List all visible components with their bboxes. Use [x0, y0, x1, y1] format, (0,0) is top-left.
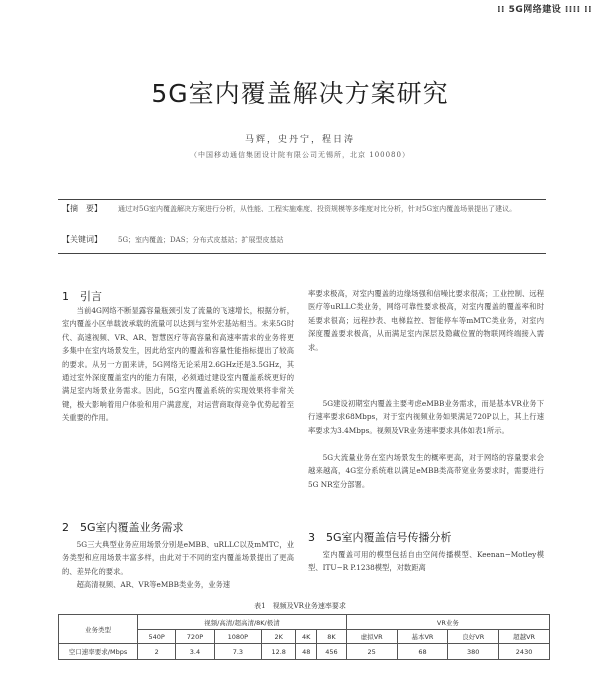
table-cell: 2 — [138, 644, 176, 660]
table-sub-header: 4K — [296, 630, 317, 644]
table-row-label: 空口速率要求/Mbps — [59, 644, 138, 660]
abstract-text: 通过对5G室内覆盖解决方案进行分析，从性能、工程实施难度、投资规模等多维度对比分析，针对5G室内覆盖场景提出了建议。 — [118, 205, 517, 213]
paper-affiliation: （中国移动通信集团设计院有限公司无锡所，北京 100080） — [190, 151, 410, 159]
section-tag-bars-right: ⁞⁞⁞⁞ ⁞⁞ — [561, 5, 592, 15]
journal-tag-text: 5G网络建设 — [508, 5, 562, 15]
section-1-continued: 率要求极高，对室内覆盖的边缘场强和信噪比要求很高；工业控制、远程医疗等uRLLC类业务，网络可靠性要求极高，对室内覆盖的覆盖率和时延要求很高；远程抄表、电梯监控、智能停车等mMTC类业务，对室内深度覆盖要求极高，从而满足室内深层及隐藏位置的物联网终端接入需求。 — [308, 289, 544, 352]
vr-requirement-paragraph: 5G建设初期室内覆盖主要考虑eMBB业务需求，而是基本VR业务下行速率要求68Mbps，对于室内视频业务如果满足720P以上，其上行速率要求为3.4Mbps。视频及VR业务速率要求具体如表1所示。 — [308, 399, 544, 435]
table-sub-header: 720P — [176, 630, 214, 644]
table-cell: 12.8 — [262, 644, 296, 660]
table-sub-header: 基本VR — [397, 630, 448, 644]
paper-authors: 马辉，史丹宁，程日涛 — [244, 135, 355, 145]
table-group-vr: VR业务 — [346, 615, 549, 630]
section-3-heading: 3 5G室内覆盖信号传播分析 — [308, 531, 452, 544]
table-cell: 25 — [346, 644, 397, 660]
table-sub-header: 2K — [262, 630, 296, 644]
table-sub-header: 8K — [317, 630, 347, 644]
table-sub-header: 1080P — [214, 630, 261, 644]
section-1-heading: 1 引言 — [62, 290, 102, 303]
section-2-body: 5G三大典型业务应用场景分别是eMBB、uRLLC以及mMTC，业务类型和应用场景丰富多样，由此对于不同的室内覆盖场景提出了更高的、差异化的要求。 — [62, 540, 294, 576]
table-group-video: 视频/高清/超高清/8K/极清 — [138, 615, 347, 630]
table-cell: 2430 — [499, 644, 550, 660]
table-row — [59, 644, 550, 660]
section-tag-bars-left: ⁞⁞ — [497, 5, 509, 15]
table-sub-header: 540P — [138, 630, 176, 644]
keywords-text: 5G；室内覆盖；DAS；分布式皮基站；扩展型皮基站 — [118, 236, 284, 244]
table-cell: 7.3 — [214, 644, 261, 660]
capacity-paragraph: 5G大流量业务在室内场景发生的概率更高，对于网络的容量要求会越来越高，4G室分系统难以满足eMBB类高带宽业务要求时，需要进行5G NR室分部署。 — [308, 453, 544, 489]
paper-title: 5G室内覆盖解决方案研究 — [151, 79, 449, 108]
table-sub-header: 超越VR — [499, 630, 550, 644]
section-2-heading: 2 5G室内覆盖业务需求 — [62, 521, 184, 534]
table-cell: 3.4 — [176, 644, 214, 660]
section-1-body: 当前4G网络不断显露容量瓶颈引发了流量的飞速增长，根据分析，室内覆盖小区单载波承载的流量可以达到与室外宏基站相当。未来5G时代、高速视频、VR、AR、智慧医疗等高容量和高速率需求的业务将更多集中在室内场景发生，因此给室内的覆盖和容量性能指标提出了较高的要求。从另一方面来讲，5G网络无论采用2.6GHz还是3.5GHz，其通过室外深度覆盖室内的能力有限，必须通过建设室内覆盖系统更好的满足室内场景业务需求。因此，5G室内覆盖系统的实现效果将非常关键，极大影响着用户体验和用户满意度，对运营商取得竞争优势起着至关重要的作用。 — [62, 306, 294, 423]
table-video-vr-rates — [58, 614, 550, 660]
section-3-body: 室内覆盖可用的模型包括自由空间传播模型、Keenan−Motley模型、ITU−R P.1238模型，对数距离 — [308, 550, 544, 573]
section-2-body-2: 超高清视频、AR、VR等eMBB类业务，业务速 — [76, 580, 231, 589]
abstract-bottom-rule — [58, 253, 546, 254]
table-cell: 456 — [317, 644, 347, 660]
abstract-top-rule — [58, 199, 546, 200]
table-cell: 68 — [397, 644, 448, 660]
table-1-caption: 表1 视频及VR业务速率要求 — [254, 602, 346, 610]
table-cell: 380 — [448, 644, 499, 660]
keywords-label: 【关键词】 — [62, 235, 102, 244]
table-sub-header: 良好VR — [448, 630, 499, 644]
table-cell: 48 — [296, 644, 317, 660]
table-row-header: 业务类型 — [59, 615, 138, 644]
abstract-label: 【摘 要】 — [62, 204, 102, 213]
journal-section-tag — [497, 2, 592, 15]
table-sub-header: 虚拟VR — [346, 630, 397, 644]
